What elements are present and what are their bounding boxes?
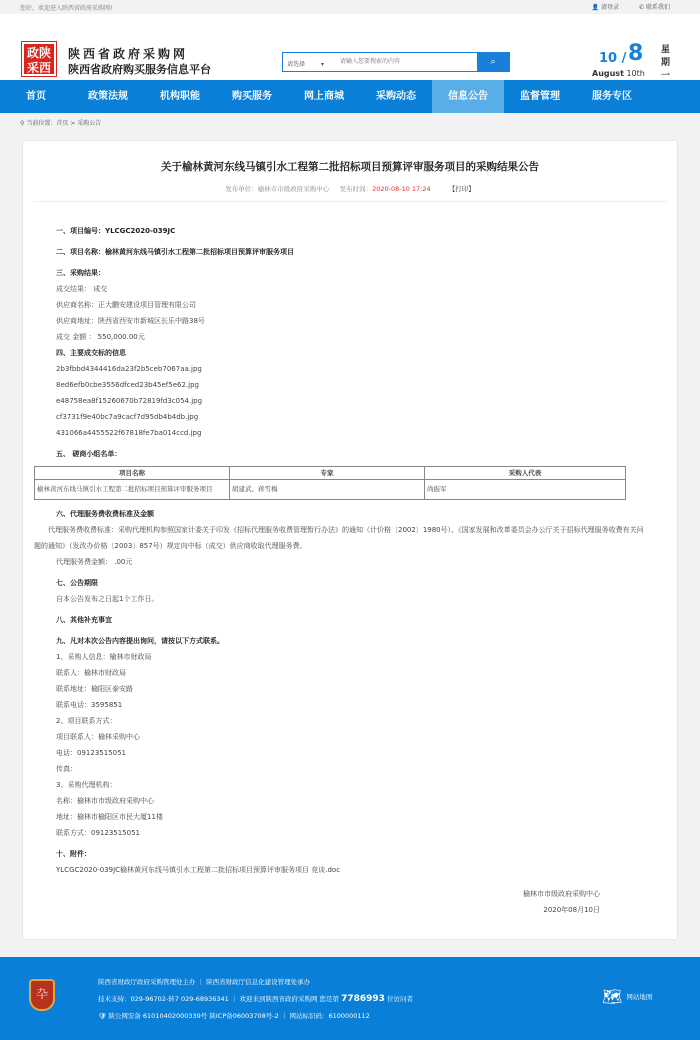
location-pin-icon: ⚲: [20, 120, 25, 127]
result-line: 成交结果： 成交: [56, 285, 108, 293]
sitemap-label: 网站地图: [626, 993, 653, 1001]
breadcrumb: [0, 113, 700, 130]
visitor-suffix: 位访问者: [384, 995, 413, 1003]
table-row: [35, 480, 626, 500]
site-logo[interactable]: 政陕 采西: [22, 42, 56, 76]
party-gov-emblem-icon[interactable]: 卆: [29, 979, 55, 1011]
nav-item[interactable]: 监督管理: [520, 91, 560, 102]
file-link[interactable]: 431066a4455522f67818fe7ba014ccd.jpg: [56, 429, 202, 437]
result-line: 供应商地址：陕西省西安市新城区长乐中路38号: [56, 317, 205, 325]
article-card: [22, 140, 678, 940]
file-link[interactable]: e48758ea8f15260670b72819fd3c054.jpg: [56, 397, 203, 405]
contact-line: 传真：: [56, 765, 77, 773]
top-bar: [0, 0, 700, 14]
date-day: 8: [628, 41, 644, 66]
user-icon: 👤: [591, 4, 600, 11]
contact-label: 联系我们: [645, 4, 670, 11]
header: 政陕 采西 陕西省政府采购网 陕西省政府购买服务信息平台 请选择 ▾ 请输入您要搜索的内容 ⌕ 10 / 8 August 10th 星期一: [0, 14, 700, 80]
weekday: 星期一: [661, 45, 671, 81]
breadcrumb-home[interactable]: 首页: [56, 120, 69, 127]
contact-line: 2、项目联系方式：: [56, 717, 117, 725]
contact-line: 1、采购人信息：榆林市财政局: [56, 653, 152, 661]
section-fee: 六、代理服务费收费标准及金额: [56, 510, 154, 518]
table-cell: 榆林黄河东线马镇引水工程第二批招标项目预算评审服务项目: [35, 480, 230, 500]
fee-standard-text: 代理服务费收费标准：采购代理机构参照国家计委关于印发《招标代理服务收费管理暂行办法》的通知（计价格〔2002〕1980号）、《国家发展和改革委员会办公厅关于招标代理服务收费有关问题的通知》（发改办价格〔2003〕857号）规定向中标（成交）供应商收取代理服务费。: [34, 526, 644, 550]
article-body: [23, 202, 677, 918]
table-header: 项目名称: [35, 467, 230, 480]
nav-item[interactable]: 购买服务: [232, 91, 272, 102]
footer: [0, 957, 700, 1040]
search-box: [282, 52, 510, 72]
time-label: 发布时间：: [339, 185, 373, 193]
nav-item[interactable]: 首页: [26, 91, 46, 102]
table-header: 采购人代表: [425, 467, 626, 480]
breadcrumb-current[interactable]: 采购公告: [77, 120, 102, 127]
site-name: 陕西省政府采购网: [68, 47, 189, 61]
nav-item[interactable]: 机构职能: [160, 91, 200, 102]
breadcrumb-separator: >: [68, 120, 78, 127]
contact-line: 联系方式：09123515051: [56, 829, 140, 837]
signature: [56, 886, 644, 918]
search-icon: ⌕: [490, 57, 496, 67]
contact-line: 联系电话：3595851: [56, 701, 123, 709]
fee-amount: 代理服务费金额： .00元: [56, 558, 133, 566]
login-label: 请登录: [601, 4, 620, 11]
date-month: 10: [599, 51, 618, 66]
footer-organizers: 陕西省财政厅政府采购管理处主办 ｜ 陕西省财政厅信息化建设管理处承办: [98, 978, 311, 986]
support-text: 技术支持：029-96702-转7 029-68936341 ｜ 欢迎来到陕西省政府采购网 您是第: [98, 995, 342, 1003]
site-subtitle: 陕西省政府购买服务信息平台: [68, 63, 211, 76]
attachment-link[interactable]: YLCGC2020-039JC榆林黄河东线马镇引水工程第二批招标项目预算评审服务项目 竞谈.doc: [56, 866, 341, 874]
welcome-text: 您好，欢迎进入陕西省政府采购网!: [20, 5, 113, 12]
contact-line: 联系地址：榆阳区泰安路: [56, 685, 133, 693]
print-button[interactable]: 【打印】: [448, 185, 475, 193]
section-other: 八、其他补充事宜: [56, 616, 112, 624]
sitemap-link[interactable]: [602, 987, 652, 1006]
section-result: 三、采购结果：: [56, 269, 105, 277]
map-icon: 🗺: [602, 987, 623, 1006]
phone-icon: ✆: [639, 4, 645, 11]
contact-line: 3、采购代理机构：: [56, 781, 117, 789]
section-attachment: 十、附件：: [56, 850, 91, 858]
footer-records: [98, 1011, 370, 1020]
file-link[interactable]: cf3731f9e40bc7a9cacf7d95db4b4db.jpg: [56, 413, 199, 421]
date-month-en: August: [592, 69, 624, 78]
contact-line: 项目联系人：榆林采购中心: [56, 733, 140, 741]
section-project-number: 一、项目编号：YLCGC2020-039JC: [56, 227, 176, 235]
result-line: 成交 金额 ： 550,000.00元: [56, 333, 145, 341]
file-link[interactable]: 2b3fbbd4344416da23f2b5ceb7067aa.jpg: [56, 365, 202, 373]
police-badge-icon: 🛡: [98, 1012, 107, 1020]
article-meta: [33, 184, 667, 202]
contact-line: 联系人：榆林市财政局: [56, 669, 126, 677]
table-header: 专家: [230, 467, 425, 480]
contact-link[interactable]: [639, 2, 670, 11]
search-input[interactable]: [338, 53, 477, 71]
caret-down-icon: ▾: [320, 61, 324, 68]
nav-item[interactable]: 信息公告: [432, 80, 504, 113]
main-nav: [0, 80, 700, 113]
panel-table: [34, 466, 626, 500]
contact-line: 地址：榆林市榆阳区市民大厦11楼: [56, 813, 163, 821]
section-contact: 九、凡对本次公告内容提出询问，请按以下方式联系。: [56, 637, 224, 645]
file-link[interactable]: 8ed6efb0cbe3556dfced23b45ef5e62.jpg: [56, 381, 199, 389]
search-button[interactable]: [477, 53, 509, 71]
select-label: 请选择: [287, 61, 306, 68]
publisher: 榆林市市级政府采购中心: [257, 185, 330, 193]
publish-time: 2020-08-10 17:24: [372, 185, 431, 193]
nav-item[interactable]: 服务专区: [592, 91, 632, 102]
table-cell: 尚振军: [425, 480, 626, 500]
period-text: 自本公告发布之日起1个工作日。: [56, 595, 159, 603]
footer-support: [98, 994, 413, 1004]
sign-date: 2020年08月10日: [543, 906, 600, 914]
section-period: 七、公告期限: [56, 579, 98, 587]
nav-item[interactable]: 网上商城: [304, 91, 344, 102]
visitor-count: 7786993: [341, 994, 385, 1004]
login-link[interactable]: [592, 2, 619, 11]
page-title: 关于榆林黄河东线马镇引水工程第二批招标项目预算评审服务项目的采购结果公告: [161, 161, 539, 173]
records-text: 陕公网安备 61010402000339号 陕ICP备06003708号-2 ｜ 网站标识码：6100000112: [108, 1012, 370, 1020]
contact-line: 名称：榆林市市级政府采购中心: [56, 797, 154, 805]
publisher-label: 发布单位：: [225, 185, 258, 193]
result-line: 供应商名称：正大鹏安建设项目管理有限公司: [56, 301, 196, 309]
date-day-en: 10th: [626, 69, 645, 78]
table-cell: 胡建武、蒋雪梅: [230, 480, 425, 500]
search-category-select[interactable]: [283, 53, 338, 71]
section-project-name: 二、项目名称：榆林黄河东线马镇引水工程第二批招标项目预算评审服务项目: [56, 248, 294, 256]
nav-item[interactable]: 政策法规: [88, 91, 128, 102]
sign-org: 榆林市市级政府采购中心: [523, 890, 600, 898]
contact-line: 电话：09123515051: [56, 749, 126, 757]
breadcrumb-prefix: 当前位置：: [26, 120, 57, 127]
section-panel: 五、 磋商小组名单：: [56, 450, 122, 458]
section-deal-info: 四、主要成交标的信息: [56, 349, 126, 357]
nav-item[interactable]: 采购动态: [376, 91, 416, 102]
